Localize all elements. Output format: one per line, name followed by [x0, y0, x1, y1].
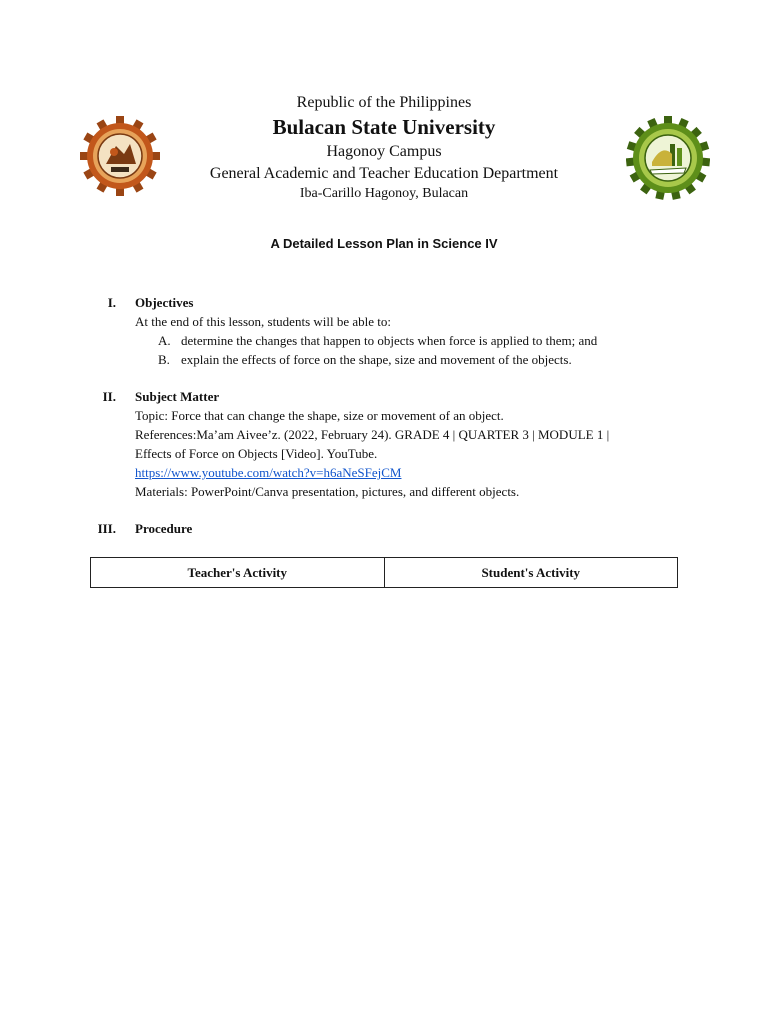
student-activity-header: Student's Activity [384, 558, 678, 587]
list-item-letter: B. [158, 352, 170, 367]
campus-name: Hagonoy Campus [326, 143, 442, 160]
university-name: Bulacan State University [272, 115, 496, 139]
republic-line: Republic of the Philippines [296, 94, 472, 111]
section-numeral: I. [107, 295, 116, 310]
section-heading: Procedure [135, 521, 193, 536]
list-item: determine the changes that happen to objects when force is applied to them; and [181, 333, 598, 348]
list-item-letter: A. [158, 333, 171, 348]
youtube-reference-link[interactable]: https://www.youtube.com/watch?v=h6aNeSFejCM [135, 465, 402, 480]
materials-line: Materials: PowerPoint/Canva presentation, pictures, and different objects. [135, 484, 520, 499]
lesson-plan-title: A Detailed Lesson Plan in Science IV [270, 236, 498, 251]
topic-line: Topic: Force that can change the shape, size or movement of an object. [135, 408, 504, 423]
teacher-activity-header: Teacher's Activity [187, 564, 288, 580]
section-heading: Subject Matter [135, 389, 220, 404]
references-line: References:Ma’am Aivee’z. (2022, February 24). GRADE 4 | QUARTER 3 | MODULE 1 | [135, 427, 610, 442]
section-heading: Objectives [135, 295, 194, 310]
list-item: explain the effects of force on the shape, size and movement of the objects. [181, 352, 572, 367]
document-header [0, 92, 768, 204]
department-name: General Academic and Teacher Education Department [209, 165, 559, 182]
references-line-continued: Effects of Force on Objects [Video]. YouTube. [135, 446, 378, 461]
objectives-intro: At the end of this lesson, students will be able to: [135, 314, 391, 329]
campus-address: Iba-Carillo Hagonoy, Bulacan [299, 186, 469, 201]
section-numeral: II. [102, 389, 116, 404]
procedure-table [90, 557, 678, 588]
section-numeral: III. [97, 521, 116, 536]
